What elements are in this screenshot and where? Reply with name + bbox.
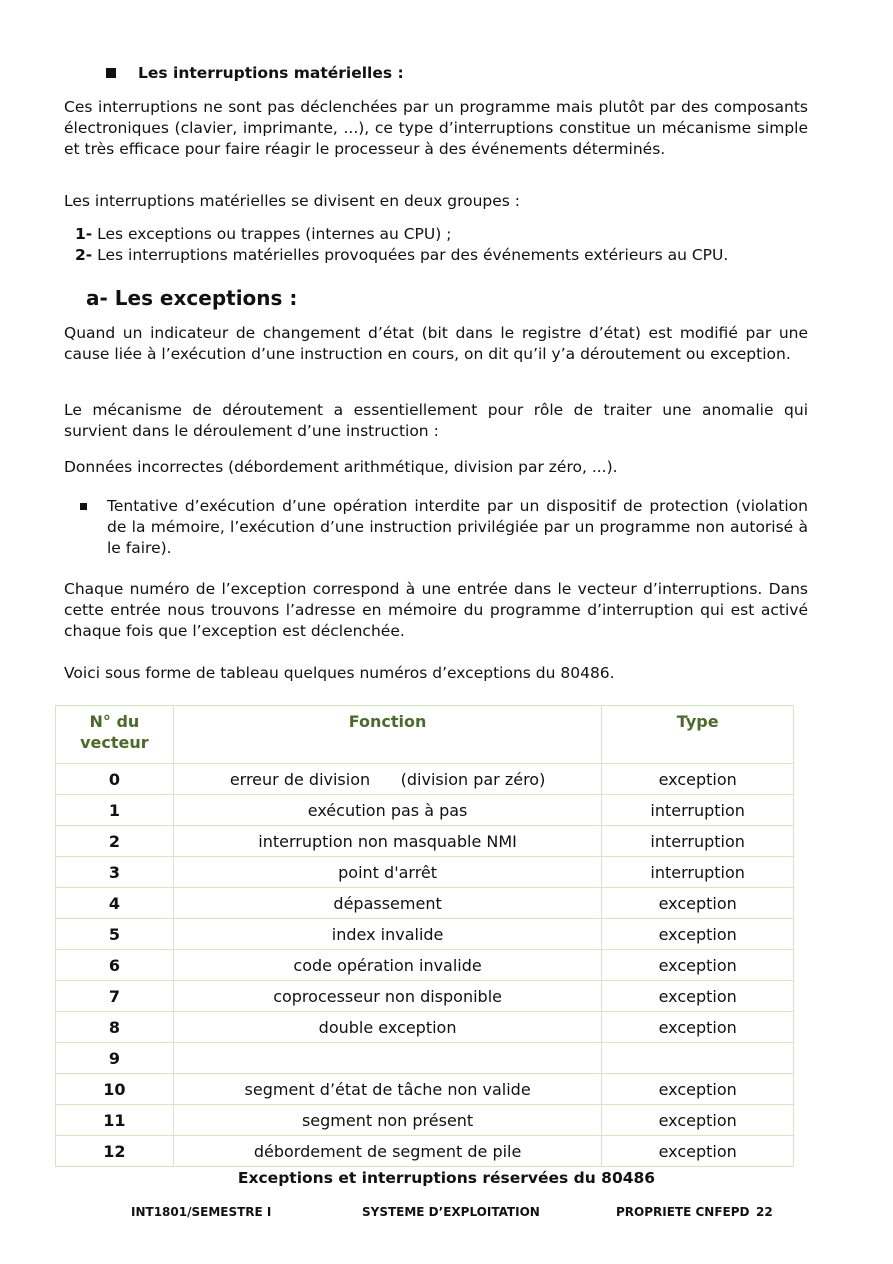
table-row bbox=[56, 888, 794, 919]
table-row bbox=[56, 1136, 794, 1167]
section-heading-hardware-interrupts bbox=[106, 64, 404, 82]
cell-type: exception bbox=[602, 919, 794, 950]
table-row bbox=[56, 764, 794, 795]
list-number: 1- bbox=[75, 225, 93, 243]
cell-vector-number: 11 bbox=[56, 1105, 174, 1136]
header-function: Fonction bbox=[173, 706, 602, 764]
cell-function: segment d’état de tâche non valide bbox=[173, 1074, 602, 1105]
paragraph-mechanism: Le mécanisme de déroutement a essentiellement pour rôle de traiter une anomalie qui survient dans le déroulement d’une instruction : bbox=[64, 401, 808, 440]
table-row bbox=[56, 1043, 794, 1074]
cell-type: exception bbox=[602, 950, 794, 981]
table-row bbox=[56, 1012, 794, 1043]
footer-page-number: 22 bbox=[756, 1205, 773, 1219]
numbered-list bbox=[75, 224, 728, 266]
cell-type: exception bbox=[602, 764, 794, 795]
cell-type: exception bbox=[602, 1136, 794, 1167]
exceptions-table bbox=[55, 705, 794, 1167]
header-text: N° du vecteur bbox=[80, 712, 149, 752]
cell-function: débordement de segment de pile bbox=[173, 1136, 602, 1167]
header-vector-number bbox=[56, 706, 174, 764]
table-row bbox=[56, 981, 794, 1012]
cell-function bbox=[173, 1043, 602, 1074]
cell-function: interruption non masquable NMI bbox=[173, 826, 602, 857]
table-row bbox=[56, 1074, 794, 1105]
cell-function: code opération invalide bbox=[173, 950, 602, 981]
cell-function: point d'arrêt bbox=[173, 857, 602, 888]
cell-function: double exception bbox=[173, 1012, 602, 1043]
cell-vector-number: 12 bbox=[56, 1136, 174, 1167]
cell-function: coprocesseur non disponible bbox=[173, 981, 602, 1012]
cell-type: exception bbox=[602, 1012, 794, 1043]
cell-type: interruption bbox=[602, 857, 794, 888]
cell-vector-number: 10 bbox=[56, 1074, 174, 1105]
square-bullet-icon bbox=[80, 503, 87, 510]
paragraph-groups: Les interruptions matérielles se divisent en deux groupes : bbox=[64, 192, 521, 210]
list-text: Les exceptions ou trappes (internes au CPU) ; bbox=[92, 225, 452, 243]
cell-type: exception bbox=[602, 1074, 794, 1105]
table-body bbox=[56, 764, 794, 1167]
footer-owner: PROPRIETE CNFEPD bbox=[616, 1205, 750, 1219]
table-row bbox=[56, 826, 794, 857]
list-item bbox=[75, 224, 728, 245]
cell-vector-number: 3 bbox=[56, 857, 174, 888]
paragraph-vector: Chaque numéro de l’exception correspond à une entrée dans le vecteur d’interruptions. Dans cette entrée nous trouvons l’adresse en mémoire du programme d’interruption qui est activé chaque fois que l’exception est déclenchée. bbox=[64, 580, 808, 640]
list-text: Les interruptions matérielles provoquées par des événements extérieurs au CPU. bbox=[92, 246, 729, 264]
cell-type: exception bbox=[602, 888, 794, 919]
cell-function: exécution pas à pas bbox=[173, 795, 602, 826]
list-item bbox=[75, 245, 728, 266]
cell-vector-number: 6 bbox=[56, 950, 174, 981]
paragraph-intro: Ces interruptions ne sont pas déclenchées par un programme mais plutôt par des composants électroniques (clavier, imprimante, ...), ce type d’interruptions constitue un mécanisme simple et très efficace pour faire réagir le processeur à des événements déterminés. bbox=[64, 98, 808, 158]
table-row bbox=[56, 919, 794, 950]
cell-function: segment non présent bbox=[173, 1105, 602, 1136]
table-row bbox=[56, 1105, 794, 1136]
cell-function: erreur de division (division par zéro) bbox=[173, 764, 602, 795]
paragraph-exception-definition: Quand un indicateur de changement d’état (bit dans le registre d’état) est modifié par une cause liée à l’exécution d’une instruction en cours, on dit qu’il y’a déroutement ou exception. bbox=[64, 324, 808, 363]
cell-type bbox=[602, 1043, 794, 1074]
cell-type: interruption bbox=[602, 795, 794, 826]
subheading-exceptions: a- Les exceptions : bbox=[86, 286, 298, 310]
table-row bbox=[56, 795, 794, 826]
table-row bbox=[56, 950, 794, 981]
table-row bbox=[56, 857, 794, 888]
cell-type: interruption bbox=[602, 826, 794, 857]
footer-subject: SYSTEME D’EXPLOITATION bbox=[362, 1205, 540, 1219]
cell-vector-number: 2 bbox=[56, 826, 174, 857]
cell-function: dépassement bbox=[173, 888, 602, 919]
footer-course-code: INT1801/SEMESTRE I bbox=[131, 1205, 272, 1219]
list-number: 2- bbox=[75, 246, 93, 264]
header-type: Type bbox=[602, 706, 794, 764]
cell-type: exception bbox=[602, 981, 794, 1012]
table-caption: Exceptions et interruptions réservées du 80486 bbox=[237, 1169, 656, 1187]
cell-vector-number: 8 bbox=[56, 1012, 174, 1043]
table-header-row bbox=[56, 706, 794, 764]
cell-vector-number: 4 bbox=[56, 888, 174, 919]
cell-vector-number: 7 bbox=[56, 981, 174, 1012]
section-heading-text: Les interruptions matérielles : bbox=[138, 64, 404, 82]
square-bullet-icon bbox=[106, 68, 116, 78]
cell-vector-number: 9 bbox=[56, 1043, 174, 1074]
cell-vector-number: 0 bbox=[56, 764, 174, 795]
cell-vector-number: 5 bbox=[56, 919, 174, 950]
paragraph-incorrect-data: Données incorrectes (débordement arithmétique, division par zéro, ...). bbox=[64, 458, 618, 476]
bullet-text: Tentative d’exécution d’une opération interdite par un dispositif de protection (violation de la mémoire, l’exécution d’une instruction privilégiée par un programme non autorisé à le faire). bbox=[107, 497, 808, 557]
cell-type: exception bbox=[602, 1105, 794, 1136]
cell-vector-number: 1 bbox=[56, 795, 174, 826]
cell-function: index invalide bbox=[173, 919, 602, 950]
paragraph-table-intro: Voici sous forme de tableau quelques numéros d’exceptions du 80486. bbox=[64, 664, 615, 682]
bullet-item bbox=[80, 496, 808, 559]
